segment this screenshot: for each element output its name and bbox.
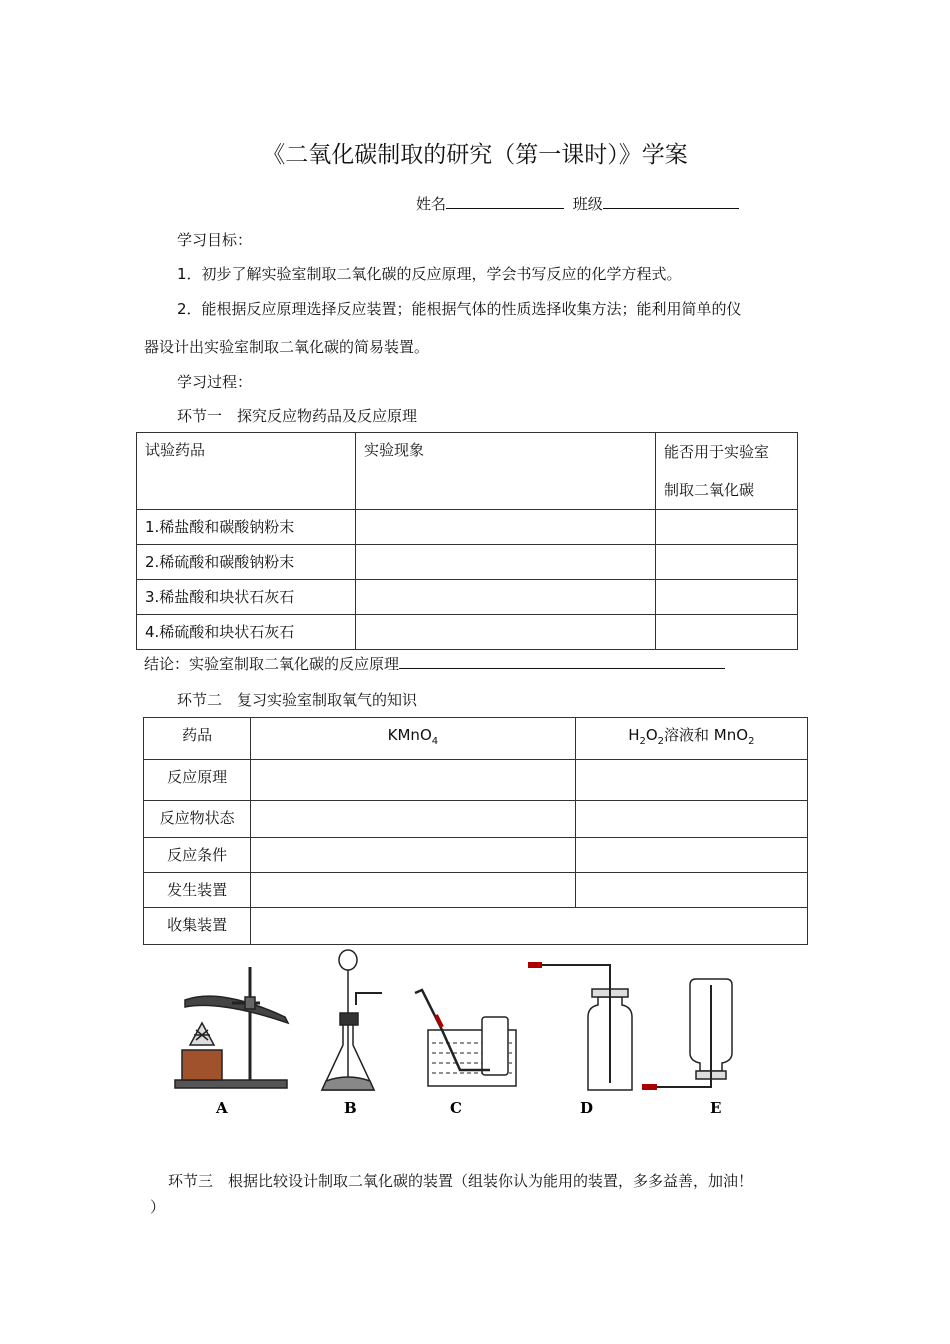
table-row bbox=[144, 801, 808, 838]
answer-cell[interactable] bbox=[575, 838, 807, 873]
answer-cell[interactable] bbox=[251, 801, 575, 838]
conclusion-blank[interactable] bbox=[399, 652, 725, 669]
section2-heading: 环节二 复习实验室制取氧气的知识 bbox=[177, 691, 418, 709]
table-cell: 发生装置 bbox=[144, 873, 251, 908]
apparatus-label: C bbox=[450, 1099, 462, 1117]
section1-heading: 环节一 探究反应物药品及反应原理 bbox=[177, 407, 418, 425]
h-text: H bbox=[628, 726, 640, 744]
table-row bbox=[144, 908, 808, 945]
table-cell: 4.稀硫酸和块状石灰石 bbox=[137, 615, 356, 650]
table-cell: 1.稀盐酸和碳酸钠粉末 bbox=[137, 510, 356, 545]
objective-1: 1．初步了解实验室制取二氧化碳的反应原理，学会书写反应的化学方程式。 bbox=[177, 265, 682, 283]
usable-cell[interactable] bbox=[656, 510, 798, 545]
usable-cell[interactable] bbox=[656, 615, 798, 650]
table-cell: 反应物状态 bbox=[144, 801, 251, 838]
usable-cell[interactable] bbox=[656, 545, 798, 580]
answer-cell[interactable] bbox=[575, 873, 807, 908]
phenomenon-cell[interactable] bbox=[356, 545, 656, 580]
class-blank[interactable] bbox=[603, 192, 739, 209]
table-cell: 2.稀硫酸和碳酸钠粉末 bbox=[137, 545, 356, 580]
apparatus-label: A bbox=[216, 1099, 228, 1117]
apparatus-figure bbox=[160, 945, 760, 1125]
header-line: 能否用于实验室 bbox=[664, 443, 770, 461]
subscript: 4 bbox=[431, 736, 439, 747]
table-row bbox=[137, 510, 798, 545]
phenomenon-cell[interactable] bbox=[356, 615, 656, 650]
answer-cell[interactable] bbox=[251, 873, 575, 908]
table-header-row bbox=[137, 433, 798, 510]
table-header-cell: 药品 bbox=[144, 718, 251, 760]
table-row bbox=[144, 838, 808, 873]
answer-cell[interactable] bbox=[575, 801, 807, 838]
table-cell: 3.稀盐酸和块状石灰石 bbox=[137, 580, 356, 615]
table-header-row bbox=[144, 718, 808, 760]
usable-cell[interactable] bbox=[656, 580, 798, 615]
document-title: 《二氧化碳制取的研究（第一课时）》学案 bbox=[262, 142, 688, 168]
table-row bbox=[144, 873, 808, 908]
answer-cell[interactable] bbox=[251, 838, 575, 873]
kmno4-text: KMnO bbox=[387, 726, 432, 744]
phenomenon-cell[interactable] bbox=[356, 510, 656, 545]
answer-cell[interactable] bbox=[251, 760, 575, 801]
table-row bbox=[137, 580, 798, 615]
subscript: 2 bbox=[748, 736, 755, 747]
table-header-cell bbox=[575, 718, 807, 760]
o-text: O bbox=[645, 726, 658, 744]
class-label: 班级 bbox=[572, 195, 603, 213]
subscript: 2 bbox=[657, 736, 665, 747]
table-row bbox=[137, 545, 798, 580]
apparatus-label: E bbox=[710, 1099, 722, 1117]
table-cell: 收集装置 bbox=[144, 908, 251, 945]
name-blank[interactable] bbox=[446, 192, 564, 209]
conclusion-line bbox=[144, 652, 725, 674]
apparatus-a-icon bbox=[175, 967, 288, 1088]
table-header-cell: 实验现象 bbox=[356, 433, 656, 510]
process-heading: 学习过程： bbox=[177, 373, 253, 391]
answer-cell[interactable] bbox=[575, 760, 807, 801]
oxygen-table bbox=[143, 717, 808, 945]
table-header-cell bbox=[251, 718, 575, 760]
name-class-line bbox=[416, 192, 739, 214]
table-cell: 反应原理 bbox=[144, 760, 251, 801]
table-row bbox=[144, 760, 808, 801]
table-cell: 反应条件 bbox=[144, 838, 251, 873]
apparatus-c-icon bbox=[415, 990, 516, 1086]
objective-2a: 2．能根据反应原理选择反应装置；能根据气体的性质选择收集方法；能利用简单的仪 bbox=[177, 300, 742, 318]
experiment-table bbox=[136, 432, 798, 650]
subscript: 2 bbox=[639, 736, 646, 747]
apparatus-b-icon bbox=[322, 950, 382, 1090]
apparatus-d-icon bbox=[528, 965, 632, 1090]
answer-cell[interactable] bbox=[251, 908, 808, 945]
conclusion-label: 结论：实验室制取二氧化碳的反应原理 bbox=[144, 655, 400, 673]
objectives-heading: 学习目标： bbox=[177, 231, 253, 249]
table-row bbox=[137, 615, 798, 650]
header-line: 制取二氧化碳 bbox=[664, 481, 755, 499]
apparatus-e-icon bbox=[642, 979, 732, 1087]
phenomenon-cell[interactable] bbox=[356, 580, 656, 615]
table-header-cell bbox=[656, 433, 798, 510]
solution-text: 溶液和 MnO bbox=[664, 726, 749, 744]
apparatus-label: B bbox=[344, 1099, 357, 1117]
section3-line2: ） bbox=[150, 1198, 166, 1216]
name-label: 姓名 bbox=[416, 195, 447, 213]
section3-line1: 环节三 根据比较设计制取二氧化碳的装置（组装你认为能用的装置，多多益善，加油！ bbox=[168, 1172, 754, 1190]
apparatus-label: D bbox=[580, 1099, 594, 1117]
table-header-cell: 试验药品 bbox=[137, 433, 356, 510]
objective-2b: 器设计出实验室制取二氧化碳的简易装置。 bbox=[144, 338, 430, 356]
